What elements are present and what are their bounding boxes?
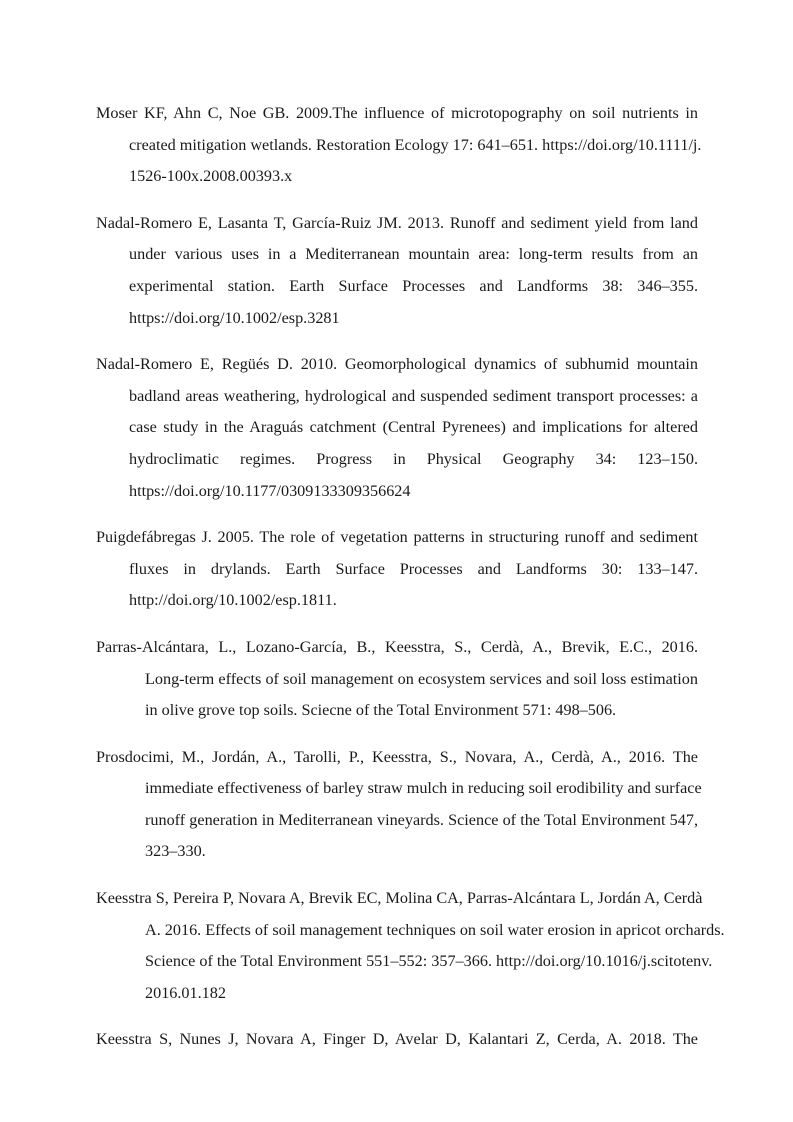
reference-line: Science of the Total Environment 551–552: 357–366. http://doi.org/10.1016/j.scitotenv. [145,952,713,971]
reference-entry [96,522,698,617]
reference-line: under various uses in a Mediterranean mountain area: long-term results from an [129,245,698,264]
reference-line: A. 2016. Effects of soil management techniques on soil water erosion in apricot orchards. [145,920,725,939]
reference-list [96,98,725,1056]
reference-line-first: Nadal-Romero E, Lasanta T, García-Ruiz JM. 2013. Runoff and sediment yield from land [96,213,698,232]
reference-line-first: Nadal-Romero E, Regüés D. 2010. Geomorphological dynamics of subhumid mountain [96,355,698,374]
reference-line: 1526-100x.2008.00393.x [129,167,293,186]
reference-line-first: Puigdefábregas J. 2005. The role of vegetation patterns in structuring runoff and sediment [96,528,698,547]
reference-line: fluxes in drylands. Earth Surface Processes and Landforms 30: 133–147. [129,559,698,578]
reference-line: immediate effectiveness of barley straw mulch in reducing soil erodibility and surface [145,779,702,798]
reference-line: 323–330. [145,842,206,861]
reference-line: Long-term effects of soil management on ecosystem services and soil loss estimation [145,669,698,688]
reference-line-first: Keesstra S, Pereira P, Novara A, Brevik EC, Molina CA, Parras-Alcántara L, Jordán A, Cerdà [96,889,703,908]
reference-entry [96,742,702,868]
reference-line: 2016.01.182 [145,983,226,1002]
reference-line-first: Prosdocimi, M., Jordán, A., Tarolli, P., Keesstra, S., Novara, A., Cerdà, A., 2016. The [96,747,698,766]
reference-line: in olive grove top soils. Sciecne of the Total Environment 571: 498–506. [145,701,617,720]
reference-line: http://doi.org/10.1002/esp.1811. [129,591,337,610]
reference-entry [96,883,725,1009]
reference-entry [96,349,698,507]
reference-entry [96,98,702,193]
reference-line-first: Keesstra S, Nunes J, Novara A, Finger D, Avelar D, Kalantari Z, Cerda, A. 2018. The [96,1030,698,1049]
reference-entry [96,208,698,334]
reference-entry [96,1024,698,1056]
reference-line-first: Parras-Alcántara, L., Lozano-García, B., Keesstra, S., Cerdà, A., Brevik, E.C., 2016. [96,637,698,656]
reference-line-first: Moser KF, Ahn C, Noe GB. 2009.The influence of microtopography on soil nutrients in [96,104,698,122]
reference-line: experimental station. Earth Surface Processes and Landforms 38: 346–355. [129,276,698,295]
reference-line: https://doi.org/10.1002/esp.3281 [129,308,340,327]
reference-line: created mitigation wetlands. Restoration Ecology 17: 641–651. https://doi.org/10.1111/j. [129,135,702,154]
reference-line: badland areas weathering, hydrological and suspended sediment transport processes: a [129,386,698,405]
reference-line: case study in the Araguás catchment (Central Pyrenees) and implications for altered [129,418,698,437]
reference-entry [96,632,698,727]
reference-line: https://doi.org/10.1177/0309133309356624 [129,481,411,500]
reference-line: hydroclimatic regimes. Progress in Physical Geography 34: 123–150. [129,449,698,468]
reference-line: runoff generation in Mediterranean vineyards. Science of the Total Environment 547, [145,810,698,829]
